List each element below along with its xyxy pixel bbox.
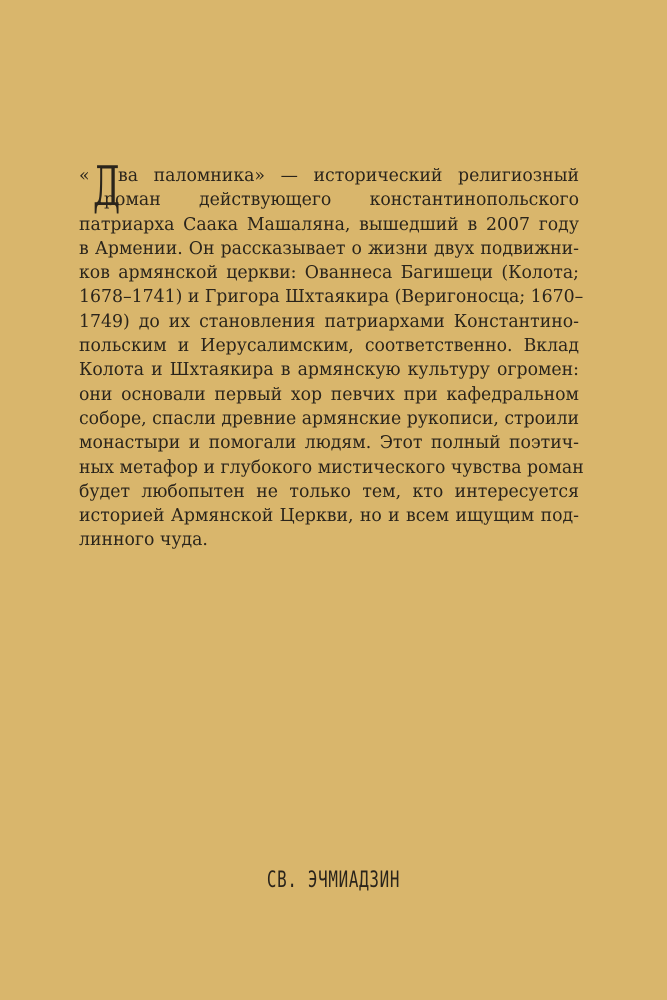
blurb-line: линного чуда. — [79, 530, 208, 551]
book-description — [79, 155, 584, 553]
blurb-line: монастыри и помогали людям. Этот полный поэтич- — [79, 433, 579, 454]
blurb-line: 1678–1741) и Григора Шхтаякира (Веригоносца; 1670– — [79, 287, 584, 308]
blurb-line: в Армении. Он рассказывает о жизни двух подвижни- — [79, 238, 579, 259]
blurb-line: ков армянской церкви: Ованнеса Багишеци (Колота; — [79, 263, 579, 284]
blurb-line: соборе, спасли древние армянские рукописи, строили — [79, 408, 580, 429]
blurb-line: польским и Иерусалимским, соответственно. Вклад — [79, 336, 579, 357]
blurb-line: 1749) до их становления патриархами Константино- — [79, 311, 579, 332]
drop-cap: Д — [93, 155, 121, 218]
blurb-line-text: ва паломника» — исторический религиозный — [118, 166, 579, 186]
blurb-line: историей Армянской Церкви, но и всем ищущим под- — [79, 506, 579, 527]
blurb-line: будет любопытен не только тем, кто интересуется — [79, 481, 579, 502]
blurb-line: они основали первый хор певчих при кафедральном — [79, 384, 579, 405]
blurb-line: Колота и Шхтаякира в армянскую культуру огромен: — [79, 360, 579, 381]
opening-quote: « — [79, 166, 90, 186]
publisher-name: СВ. ЭЧМИАДЗИН — [266, 868, 401, 893]
blurb-line: патриарха Саака Машаляна, вышедший в 2007 году — [79, 214, 579, 235]
blurb-line: роман действующего константинопольского — [104, 190, 579, 211]
blurb-line: ных метафор и глубокого мистического чувства роман — [79, 457, 584, 478]
